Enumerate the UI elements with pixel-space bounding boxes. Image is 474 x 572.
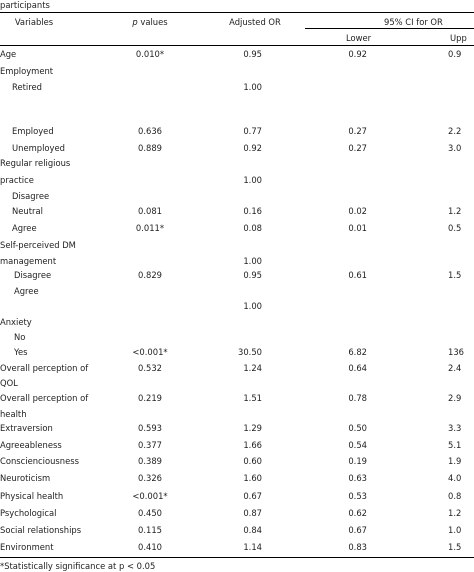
row-ci-upper: 0.9 — [448, 49, 462, 59]
row-label: Disagree — [14, 270, 52, 280]
row-ci-upper: 2.4 — [448, 363, 462, 373]
row-label: Disagree — [12, 191, 50, 201]
row-adjusted-or: 1.00 — [243, 256, 262, 266]
header-upper: Upp — [450, 33, 467, 43]
row-label: Anxiety — [0, 317, 32, 327]
header-variables: Variables — [14, 17, 54, 27]
row-label: Yes — [14, 347, 28, 357]
row-label: Agree — [12, 223, 37, 233]
row-ci-upper: 0.5 — [448, 223, 462, 233]
row-adjusted-or: 1.29 — [243, 423, 262, 433]
row-ci-lower: 0.61 — [348, 270, 367, 280]
row-ci-lower: 0.53 — [348, 491, 367, 501]
row-ci-lower: 0.92 — [348, 49, 367, 59]
row-p-value: 0.326 — [138, 473, 162, 483]
row-adjusted-or: 0.16 — [243, 206, 262, 216]
row-adjusted-or: 1.24 — [243, 363, 262, 373]
row-adjusted-or: 1.14 — [243, 542, 262, 552]
row-ci-upper: 136 — [448, 347, 464, 357]
top-rule — [0, 12, 474, 13]
row-ci-lower: 0.62 — [348, 508, 367, 518]
row-p-value: 0.219 — [138, 393, 162, 403]
header-adjusted-or: Adjusted OR — [229, 17, 281, 27]
row-label: Overall perception of — [0, 363, 89, 373]
row-adjusted-or: 0.87 — [243, 508, 262, 518]
row-p-value: 0.410 — [138, 542, 162, 552]
row-ci-lower: 0.27 — [348, 143, 367, 153]
row-label: QOL — [0, 378, 18, 388]
ci-underline — [305, 28, 474, 29]
row-adjusted-or: 1.00 — [243, 82, 262, 92]
row-ci-upper: 4.0 — [448, 473, 462, 483]
row-label: Psychological — [0, 508, 57, 518]
bottom-rule — [0, 557, 474, 558]
header-p-italic: p — [132, 17, 138, 27]
row-p-value: 0.889 — [138, 143, 162, 153]
header-p-rest: values — [137, 17, 168, 27]
footnote: *Statistically significance at p < 0.05 — [0, 561, 156, 571]
row-adjusted-or: 0.95 — [243, 270, 262, 280]
row-ci-lower: 0.19 — [348, 456, 367, 466]
row-label: management — [0, 256, 57, 266]
row-ci-upper: 0.8 — [448, 491, 462, 501]
row-adjusted-or: 0.84 — [243, 525, 262, 535]
row-adjusted-or: 1.51 — [243, 393, 262, 403]
row-ci-upper: 2.2 — [448, 126, 462, 136]
row-p-value: 0.829 — [138, 270, 162, 280]
row-adjusted-or: 1.60 — [243, 473, 262, 483]
row-ci-lower: 0.78 — [348, 393, 367, 403]
table-caption: participants — [0, 0, 50, 10]
row-adjusted-or: 0.67 — [243, 491, 262, 501]
row-ci-lower: 0.83 — [348, 542, 367, 552]
row-adjusted-or: 1.00 — [243, 301, 262, 311]
row-adjusted-or: 0.77 — [243, 126, 262, 136]
row-label: Overall perception of — [0, 393, 89, 403]
row-label: Neutral — [12, 206, 43, 216]
row-label: Conscienciousness — [0, 456, 79, 466]
row-label: practice — [0, 175, 34, 185]
row-adjusted-or: 0.60 — [243, 456, 262, 466]
row-ci-upper: 1.5 — [448, 270, 462, 280]
row-adjusted-or: 30.50 — [238, 347, 262, 357]
row-adjusted-or: 1.66 — [243, 440, 262, 450]
row-p-value: <0.001* — [132, 491, 168, 501]
row-label: Neuroticism — [0, 473, 51, 483]
header-ci: 95% CI for OR — [384, 17, 443, 27]
row-label: Unemployed — [12, 143, 65, 153]
row-label: Retired — [12, 82, 42, 92]
row-p-value: 0.450 — [138, 508, 162, 518]
row-label: Agree — [14, 286, 39, 296]
row-adjusted-or: 0.95 — [243, 49, 262, 59]
row-p-value: 0.010* — [135, 49, 165, 59]
row-ci-upper: 3.3 — [448, 423, 462, 433]
row-p-value: 0.011* — [135, 223, 165, 233]
row-ci-lower: 0.01 — [348, 223, 367, 233]
row-ci-upper: 3.0 — [448, 143, 462, 153]
header-lower: Lower — [346, 33, 372, 43]
row-ci-lower: 0.54 — [348, 440, 367, 450]
row-adjusted-or: 1.00 — [243, 175, 262, 185]
row-ci-lower: 0.50 — [348, 423, 367, 433]
row-ci-upper: 1.2 — [448, 206, 462, 216]
row-p-value: 0.115 — [138, 525, 162, 535]
row-label: Physical health — [0, 491, 64, 501]
row-ci-lower: 0.64 — [348, 363, 367, 373]
row-ci-lower: 0.27 — [348, 126, 367, 136]
row-ci-upper: 1.9 — [448, 456, 462, 466]
row-label: Agreeableness — [0, 440, 62, 450]
row-p-value: 0.593 — [138, 423, 162, 433]
row-p-value: 0.081 — [138, 206, 162, 216]
row-adjusted-or: 0.08 — [243, 223, 262, 233]
row-label: Employment — [0, 66, 54, 76]
row-ci-lower: 0.63 — [348, 473, 367, 483]
row-label: Environment — [0, 542, 54, 552]
header-p-values — [120, 17, 180, 27]
row-p-value: 0.389 — [138, 456, 162, 466]
row-label: Employed — [12, 126, 54, 136]
row-ci-upper: 2.9 — [448, 393, 462, 403]
row-label: No — [14, 332, 26, 342]
row-ci-lower: 0.67 — [348, 525, 367, 535]
row-label: Age — [0, 49, 17, 59]
header-rule — [0, 45, 474, 46]
row-label: Social relationships — [0, 525, 82, 535]
row-adjusted-or: 0.92 — [243, 143, 262, 153]
row-label: Regular religious — [0, 158, 71, 168]
row-ci-lower: 0.02 — [348, 206, 367, 216]
row-p-value: 0.377 — [138, 440, 162, 450]
row-ci-upper: 1.5 — [448, 542, 462, 552]
row-ci-upper: 1.0 — [448, 525, 462, 535]
row-p-value: <0.001* — [132, 347, 168, 357]
row-ci-lower: 6.82 — [348, 347, 367, 357]
row-label: health — [0, 409, 27, 419]
row-label: Self-perceived DM — [0, 240, 76, 250]
row-ci-upper: 5.1 — [448, 440, 462, 450]
row-label: Extraversion — [0, 423, 53, 433]
row-ci-upper: 1.2 — [448, 508, 462, 518]
row-p-value: 0.532 — [138, 363, 162, 373]
row-p-value: 0.636 — [138, 126, 162, 136]
